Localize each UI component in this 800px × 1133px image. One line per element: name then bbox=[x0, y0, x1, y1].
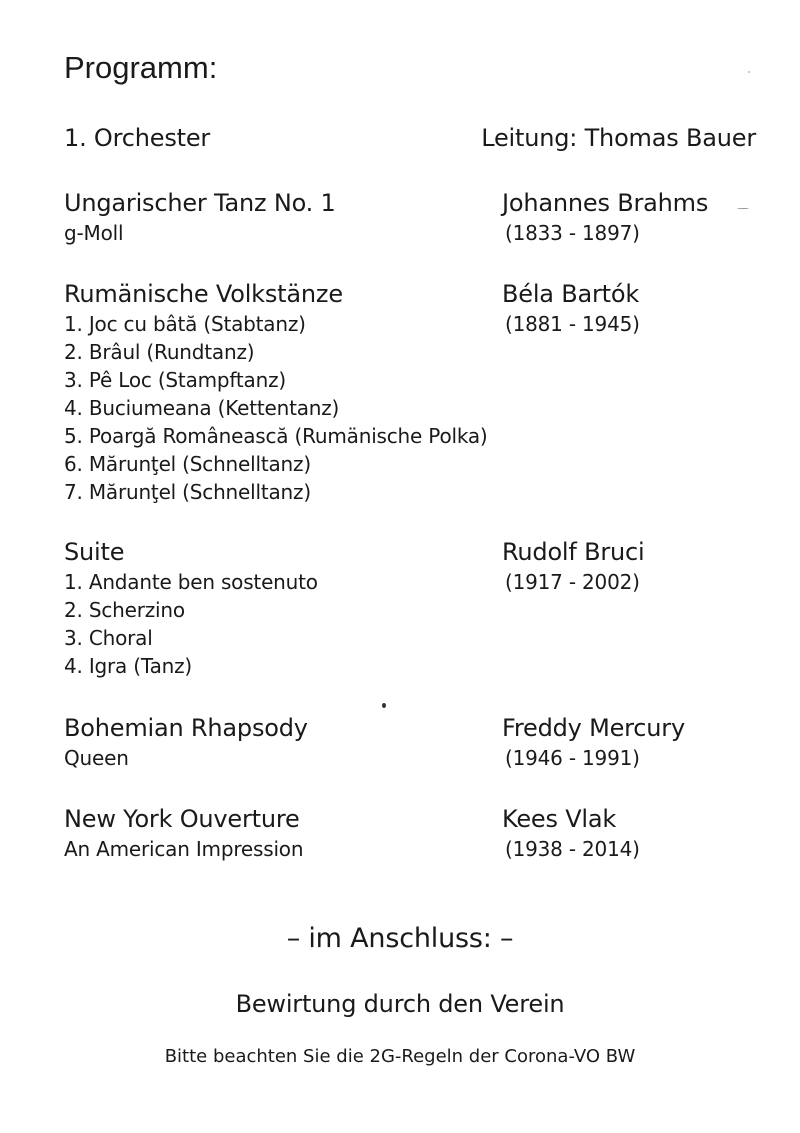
corona-notice: Bitte beachten Sie die 2G-Regeln der Corona-VO BW bbox=[164, 1046, 636, 1067]
piece-title: New York Ouverture bbox=[64, 805, 300, 833]
composer-name: Béla Bartók bbox=[502, 280, 640, 308]
anschluss-heading: – im Anschluss: – bbox=[286, 923, 514, 954]
conductor-label: Leitung: Thomas Bauer bbox=[481, 124, 756, 152]
composer-dates: (1946 - 1991) bbox=[505, 746, 640, 770]
movement-item: 7. Mărunţel (Schnelltanz) bbox=[64, 480, 311, 504]
movement-item: 2. Scherzino bbox=[64, 598, 185, 622]
movement-item: 2. Brâul (Rundtanz) bbox=[64, 340, 255, 364]
piece-subtitle: g-Moll bbox=[64, 221, 124, 245]
composer-name: Freddy Mercury bbox=[502, 714, 685, 742]
composer-dates: (1881 - 1945) bbox=[505, 312, 640, 336]
scan-speck bbox=[748, 71, 750, 73]
scan-speck bbox=[382, 703, 386, 708]
movement-item: 6. Mărunţel (Schnelltanz) bbox=[64, 452, 311, 476]
piece-title: Suite bbox=[64, 538, 125, 566]
piece-title: Rumänische Volkstänze bbox=[64, 280, 343, 308]
movement-item: 3. Choral bbox=[64, 626, 153, 650]
movement-item: 4. Igra (Tanz) bbox=[64, 654, 193, 678]
movement-item: 1. Joc cu bâtă (Stabtanz) bbox=[64, 312, 306, 336]
composer-dates: (1938 - 2014) bbox=[505, 837, 640, 861]
composer-name: Kees Vlak bbox=[502, 805, 617, 833]
composer-dates: (1917 - 2002) bbox=[505, 570, 640, 594]
bewirtung-text: Bewirtung durch den Verein bbox=[235, 990, 565, 1018]
composer-name: Rudolf Bruci bbox=[502, 538, 645, 566]
composer-dates: (1833 - 1897) bbox=[505, 221, 640, 245]
piece-title: Bohemian Rhapsody bbox=[64, 714, 308, 742]
piece-title: Ungarischer Tanz No. 1 bbox=[64, 189, 336, 217]
composer-name: Johannes Brahms bbox=[502, 189, 709, 217]
movement-item: 5. Poargă Românească (Rumänische Polka) bbox=[64, 424, 488, 448]
page-title: Programm: bbox=[64, 50, 218, 85]
movement-item: 4. Buciumeana (Kettentanz) bbox=[64, 396, 340, 420]
piece-subtitle: An American Impression bbox=[64, 837, 304, 861]
scan-speck bbox=[737, 208, 749, 209]
piece-subtitle: Queen bbox=[64, 746, 129, 770]
movement-item: 1. Andante ben sostenuto bbox=[64, 570, 318, 594]
movement-item: 3. Pê Loc (Stampftanz) bbox=[64, 368, 286, 392]
section-label: 1. Orchester bbox=[64, 124, 211, 152]
